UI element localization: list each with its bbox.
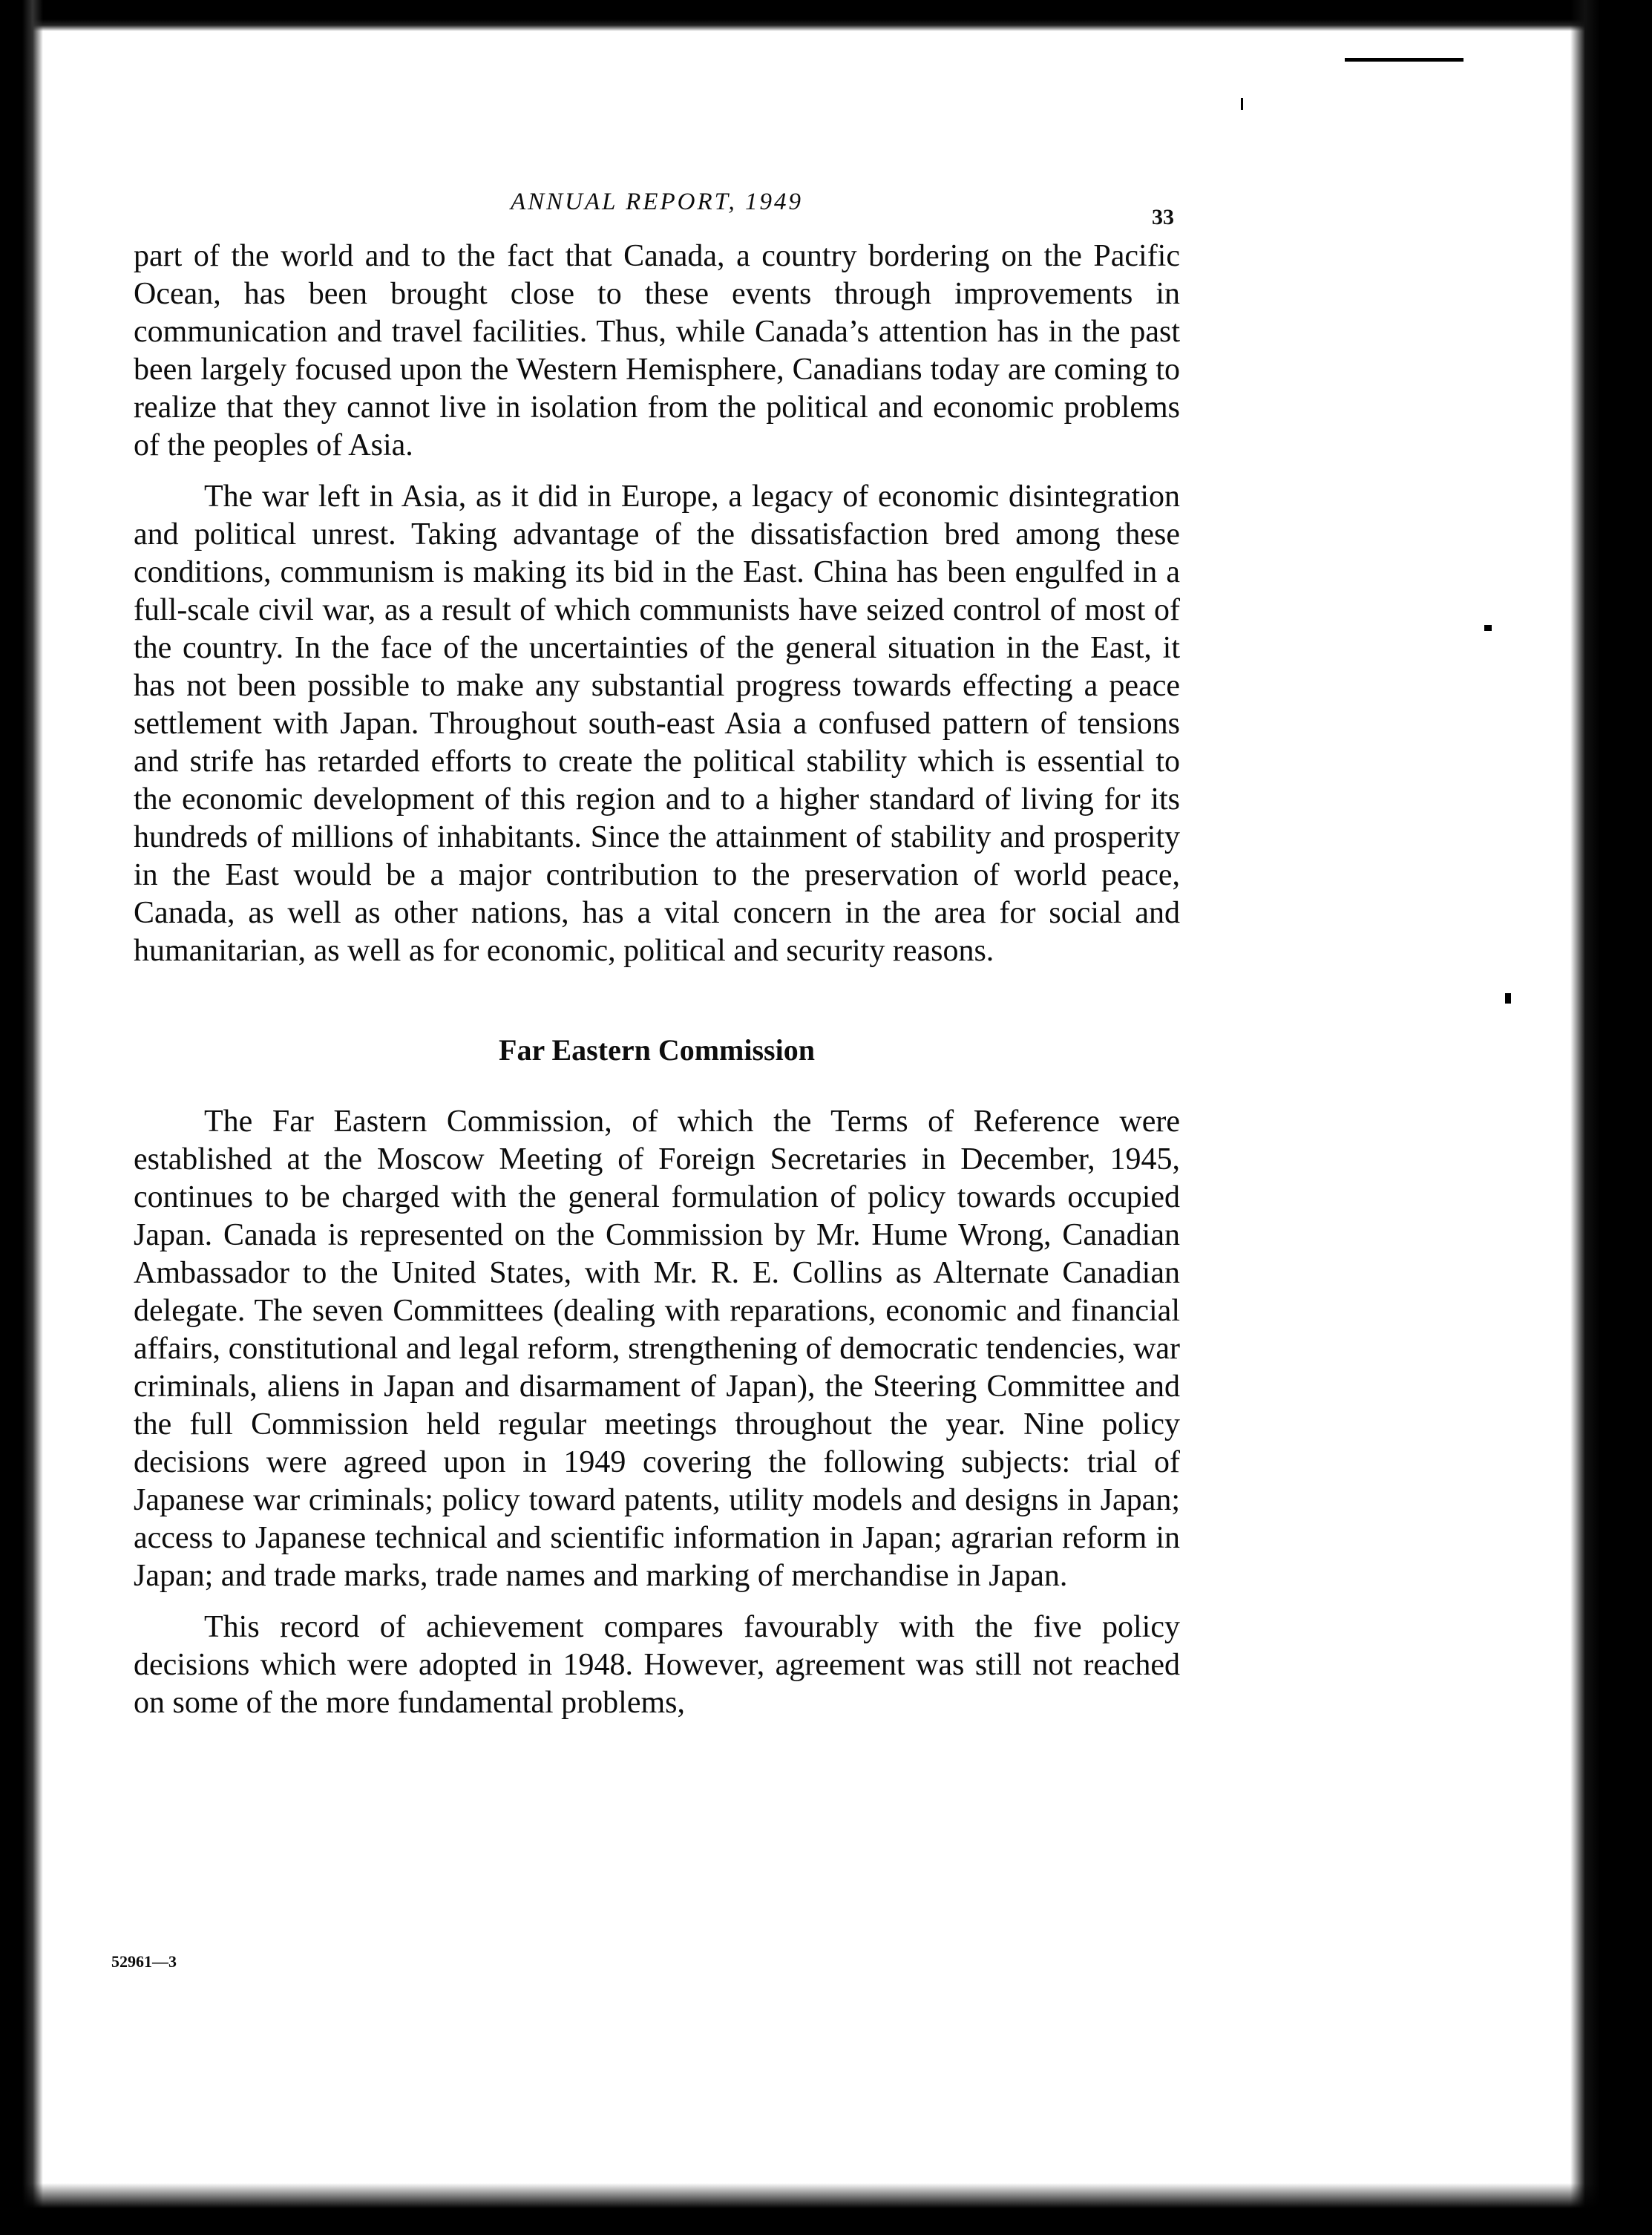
body-paragraph: This record of achievement compares favourably with the five policy decisions which were adopted in 1948. However, agreement was still not reached on some of the more fundamental problems, <box>134 1610 1180 1720</box>
printer-code: 52961—3 <box>111 1952 177 1971</box>
running-title: ANNUAL REPORT, 1949 <box>510 189 804 215</box>
body-paragraph: The Far Eastern Commission, of which the Terms of Reference were established at the Moscow Meeting of Foreign Secretaries in December, 1945, continues to be charged with the general formulation of policy towards occupied Japan. Canada is represented on the Commission by Mr. Hume Wrong, Canadian Ambassador to the United States, with Mr. R. E. Collins as Alternate Canadian delegate. The seven Committees (dealing with reparations, economic and financial affairs, constitutional and legal reform, strengthening of democratic tendencies, war criminals, aliens in Japan and disarmament of Japan), the Steering Committee and the full Commission held regular meetings throughout the year. Nine policy decisions were agreed upon in 1949 covering the following subjects: trial of Japanese war criminals; policy toward patents, utility models and designs in Japan; access to Japanese technical and scientific information in Japan; agrarian reform in Japan; and trade marks, trade names and marking of merchandise in Japan. <box>134 1105 1180 1593</box>
scan-border-right <box>1570 0 1652 2235</box>
running-head <box>134 186 1180 238</box>
scan-border-top <box>0 0 1652 31</box>
scan-speck <box>1345 58 1463 62</box>
page-number: 33 <box>1152 205 1174 229</box>
document-page <box>134 186 1180 1722</box>
scan-speck <box>1505 993 1511 1004</box>
scan-speck <box>1241 98 1243 110</box>
scan-border-left <box>0 0 43 2235</box>
body-paragraph: The war left in Asia, as it did in Europe, a legacy of economic disintegration and political unrest. Taking advantage of the dissatisfaction bred among these conditions, communism is making its bid in the East. China has been engulfed in a full-scale civil war, as a result of which communists have seized control of most of the country. In the face of the uncertainties of the general situation in the East, it has not been possible to make any substantial progress towards effecting a peace settlement with Japan. Throughout south-east Asia a confused pattern of tensions and strife has retarded efforts to create the political stability which is essential to the economic development of this region and to a higher standard of living for its hundreds of millions of inhabitants. Since the attainment of stability and prosperity in the East would be a major contribution to the preservation of world peace, Canada, as well as other nations, has a vital concern in the area for social and humanitarian, as well as for economic, political and security reasons. <box>134 480 1180 968</box>
scan-border-bottom <box>0 2183 1652 2235</box>
body-paragraph: part of the world and to the fact that Canada, a country bordering on the Pacific Ocean, has been brought close to these events through improvements in communication and travel facilities. Thus, while Canada’s attention has in the past been largely focused upon the Western Hemisphere, Canadians today are coming to realize that they cannot live in isolation from the political and economic problems of the peoples of Asia. <box>134 239 1180 462</box>
section-heading: Far Eastern Commission <box>499 1033 815 1067</box>
scan-speck <box>1484 625 1492 631</box>
